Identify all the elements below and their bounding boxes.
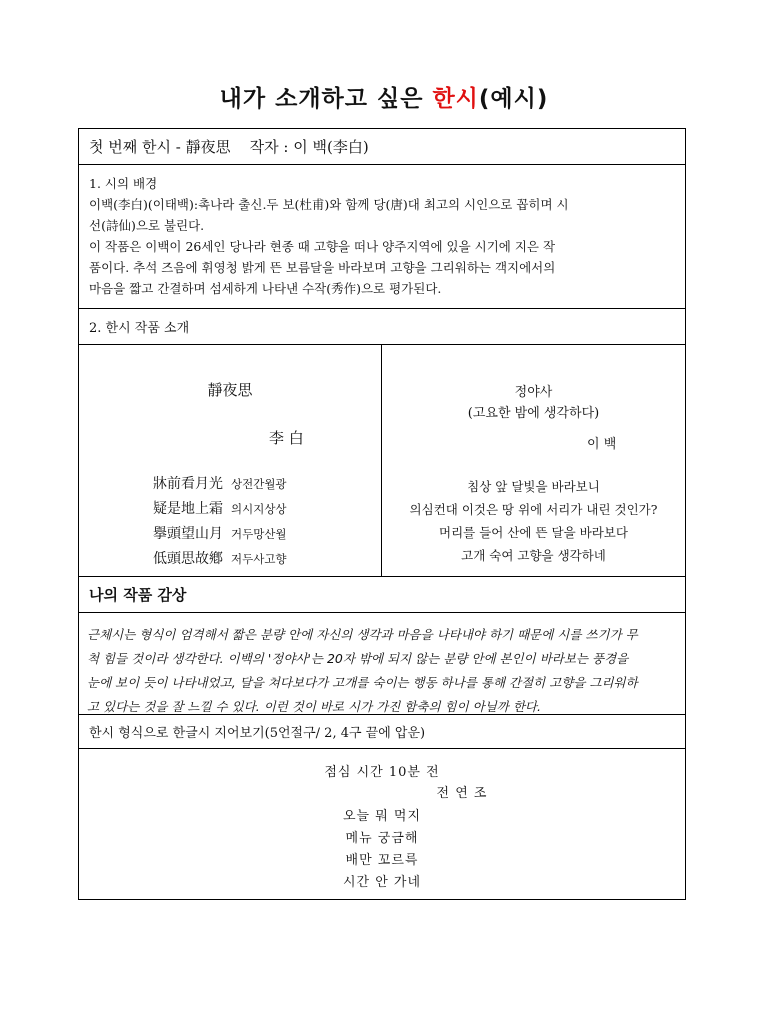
translation-subtitle: (고요한 밤에 생각하다) [467,406,600,421]
translation-title: 정야사 [514,385,553,400]
translation-line: 의심컨대 이것은 땅 위에 서리가 내린 것인가? [409,502,658,517]
appreciation-line: 근체시는 형식이 엄격해서 짧은 분량 안에 자신의 생각과 마음을 나타내야 하기 때문에 시를 쓰기가 무 [87,627,638,642]
title-text: 내가 소개하고 싶은 [219,86,433,112]
exercise-line: 배만 꼬르륵 [345,853,419,868]
poem-line [153,548,287,568]
poem-line [153,473,287,493]
exercise-line: 메뉴 궁금해 [345,831,419,846]
background-section [79,165,685,309]
translation-line: 고개 숙여 고향을 생각하네 [461,548,606,563]
page-title [0,80,768,113]
poem-author: 李 白 [269,429,304,447]
exercise-author: 전 연 조 [436,786,488,801]
translation-line: 침상 앞 달빛을 바라보니 [467,479,600,494]
translation-line: 머리를 들어 산에 뜬 달을 바라보다 [439,525,628,540]
exercise-heading: 한시 형식으로 한글시 지어보기(5언절구/ 2, 4구 끝에 압운) [89,726,426,741]
background-heading: 1. 시의 배경 [89,176,158,191]
background-line: 이백(李白)(이태백):촉나라 출신.두 보(杜甫)와 함께 당(唐)대 최고의 시인으로 꼽히며 시 [89,197,569,212]
appreciation-line: 척 힘들 것이라 생각한다. 이백의 '정야사'는 20자 밖에 되지 않는 분량 안에 본인이 바라보는 풍경을 [87,651,629,666]
poem-line-hanja: 擧頭望山月 [153,526,223,542]
appreciation-line: 고 있다는 것을 잘 느낄 수 있다. 이런 것이 바로 시가 가진 함축의 힘이 아닐까 한다. [87,699,541,714]
background-line: 이 작품은 이백이 26세인 당나라 현종 때 고향을 떠나 양주지역에 있을 시기에 지은 작 [89,239,556,254]
translation-author: 이 백 [587,437,617,452]
poem-line-reading: 거두망산월 [231,527,287,541]
poem-line-reading: 상전간월광 [231,477,287,491]
poem-header: 첫 번째 한시 - 靜夜思 작자 : 이 백(李白) [89,138,369,156]
poem-title: 靜夜思 [207,381,253,399]
poem-header-row [79,129,685,165]
intro-heading-row [79,309,685,345]
appreciation-heading-row [79,577,685,613]
background-line: 마음을 짧고 간결하며 섬세하게 나타낸 수작(秀作)으로 평가된다. [89,281,442,296]
exercise-section [79,749,685,899]
document-table [78,128,686,900]
exercise-heading-row [79,715,685,749]
exercise-line: 오늘 뭐 먹지 [342,809,422,824]
exercise-title: 점심 시간 10분 전 [324,765,440,780]
poem-line-reading: 저두사고향 [231,552,287,566]
intro-heading: 2. 한시 작품 소개 [89,321,190,336]
poem-line [153,498,287,518]
background-line: 품이다. 추석 즈음에 휘영청 밝게 뜬 보름달을 바라보며 고향을 그리워하는 객지에서의 [89,260,556,275]
title-suffix: (예시) [478,86,549,112]
appreciation-section [79,613,685,715]
translated-poem [382,345,685,576]
appreciation-line: 눈에 보이 듯이 나타내었고, 달을 쳐다보다가 고개를 숙이는 행동 하나를 통해 간절히 고향을 그리워하 [87,675,638,690]
poem-line-reading: 의시지상상 [231,502,287,516]
poem-section [79,345,685,577]
original-poem [79,345,382,576]
poem-line-hanja: 疑是地上霜 [153,501,223,517]
exercise-line: 시간 안 가네 [342,875,422,890]
poem-line [153,523,287,543]
background-line: 선(詩仙)으로 불린다. [89,218,205,233]
title-highlight: 한시 [432,86,479,112]
poem-line-hanja: 低頭思故鄕 [153,551,223,567]
appreciation-heading: 나의 작품 감상 [89,586,187,604]
poem-line-hanja: 牀前看月光 [153,476,223,492]
